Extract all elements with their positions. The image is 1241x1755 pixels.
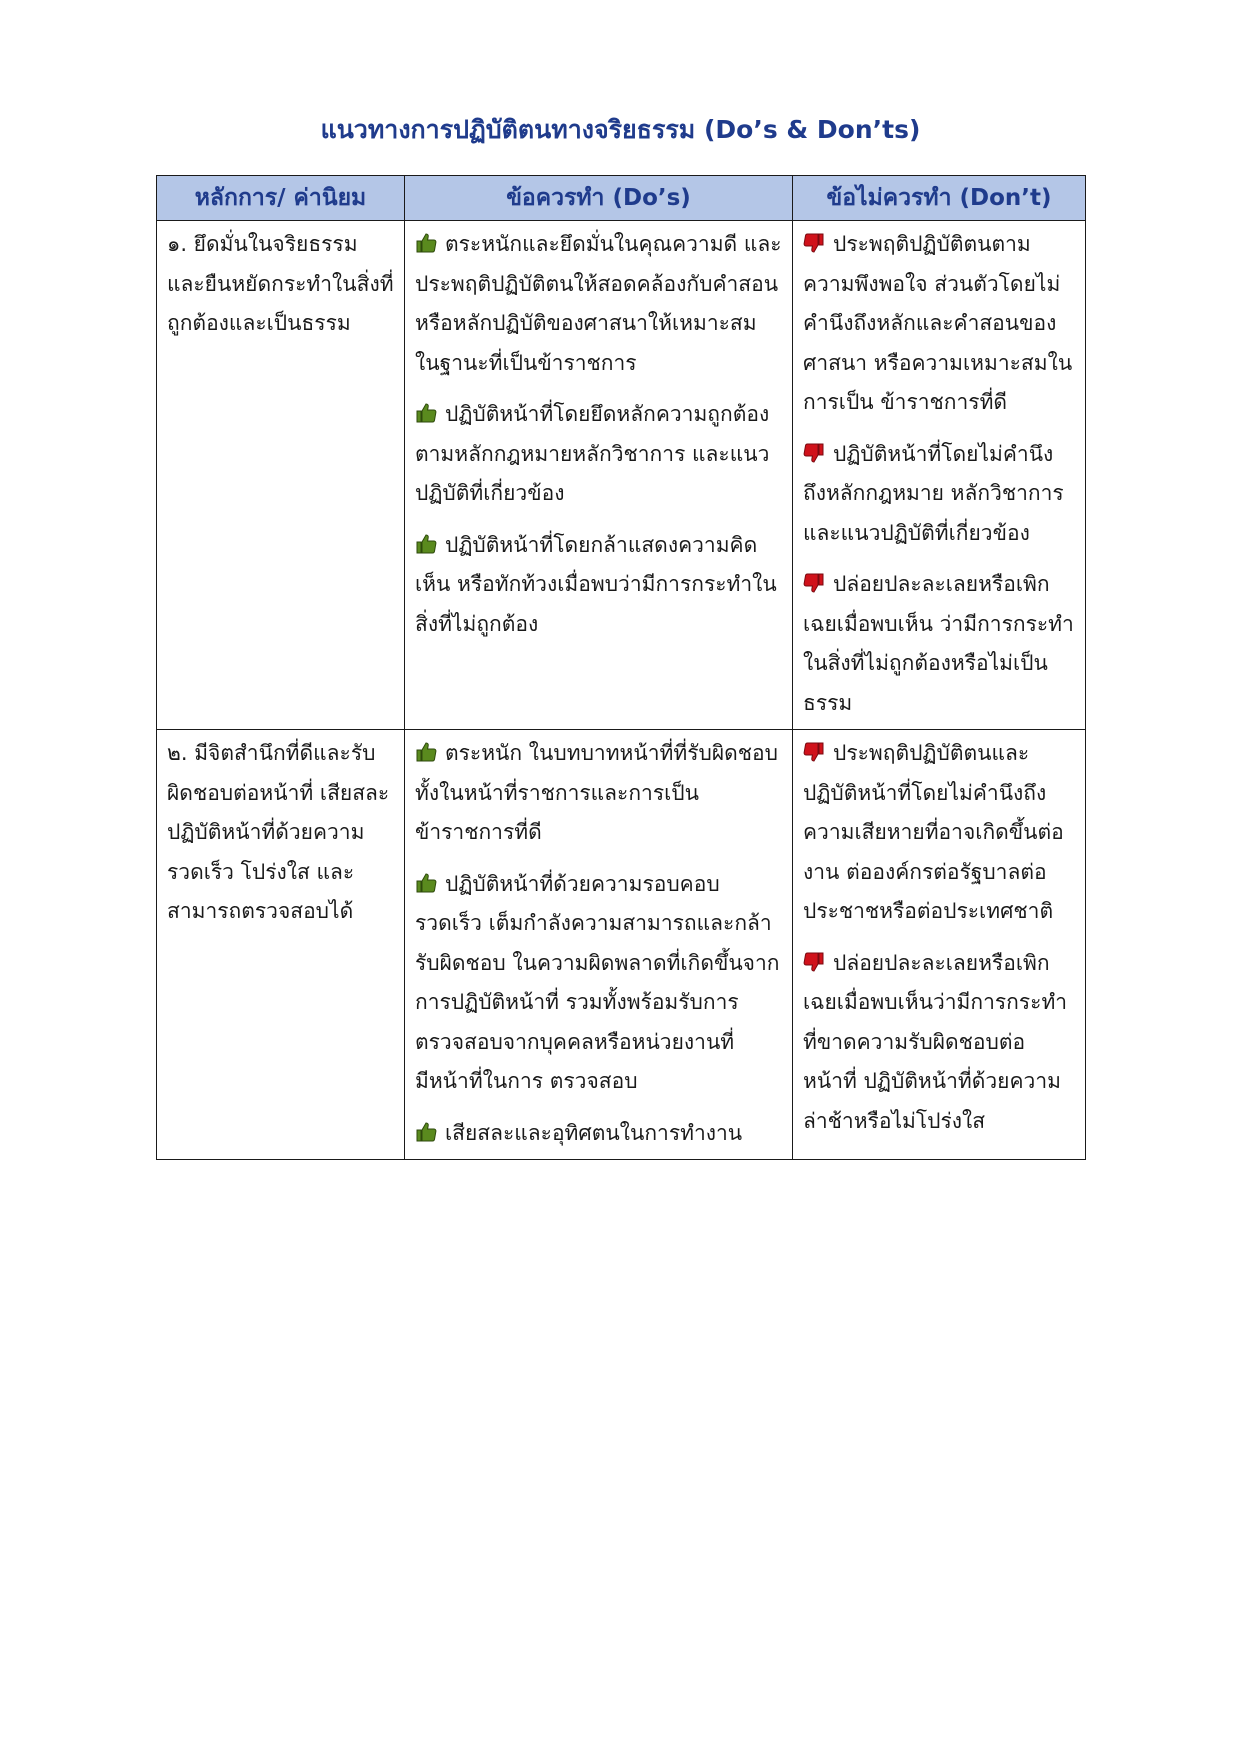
do-text: ปฏิบัติหน้าที่โดยยึดหลักความถูกต้อง ตามหลักกฎหมายหลักวิชาการ และแนวปฏิบัติที่เกี่ยวข้อง bbox=[415, 402, 770, 505]
dont-text: ปล่อยปละละเลยหรือเพิกเฉยเมื่อพบเห็นว่ามีการกระทำที่ขาดความรับผิดชอบต่อหน้าที่ ปฏิบัติหน้าที่ด้วยความล่าช้าหรือไม่โปร่งใส bbox=[803, 950, 1068, 1133]
dont-text: ประพฤติปฏิบัติตนและปฏิบัติหน้าที่โดยไม่คำนึงถึงความเสียหายที่อาจเกิดขึ้นต่องาน ต่อองค์กรต่อรัฐบาลต่อประชาชหรือต่อประเทศชาติ bbox=[803, 741, 1064, 923]
donts-cell bbox=[793, 730, 1086, 1160]
principle-cell bbox=[157, 730, 405, 1160]
table-row bbox=[157, 221, 1086, 730]
do-text: ตระหนักและยึดมั่นในคุณความดี และประพฤติปฏิบัติตนให้สอดคล้องกับคำสอน หรือหลักปฏิบัติของศาสนาให้เหมาะสม ในฐานะที่เป็นข้าราชการ bbox=[415, 232, 782, 375]
thumbs-down-icon bbox=[803, 951, 825, 973]
thumbs-up-icon bbox=[415, 402, 437, 424]
do-item bbox=[415, 734, 782, 853]
header-dos: ข้อควรทำ (Do’s) bbox=[405, 176, 793, 221]
do-item bbox=[415, 526, 782, 645]
thumbs-up-icon bbox=[415, 1121, 437, 1143]
dont-item bbox=[803, 944, 1075, 1142]
thumbs-up-icon bbox=[415, 741, 437, 763]
thumbs-down-icon bbox=[803, 572, 825, 594]
thumbs-up-icon bbox=[415, 872, 437, 894]
header-principle: หลักการ/ ค่านิยม bbox=[157, 176, 405, 221]
dont-item bbox=[803, 435, 1075, 554]
dont-item bbox=[803, 225, 1075, 423]
do-item bbox=[415, 225, 782, 383]
do-item bbox=[415, 865, 782, 1102]
table-row bbox=[157, 730, 1086, 1160]
table-header-row bbox=[157, 176, 1086, 221]
principle-text: ๑. ยึดมั่นในจริยธรรม และยืนหยัดกระทำในสิ่งที่ถูกต้องและเป็นธรรม bbox=[167, 232, 394, 335]
do-text: ปฏิบัติหน้าที่ด้วยความรอบคอบ รวดเร็ว เต็มกำลังความสามารถและกล้ารับผิดชอบ ในความผิดพลาดที่เกิดขึ้นจากการปฏิบัติหน้าที่ รวมทั้งพร้อมรับการตรวจสอบจากบุคคลหรือหน่วยงานที่มีหน้าที่ในการ ตรวจสอบ bbox=[415, 871, 780, 1093]
page-title: แนวทางการปฏิบัติตนทางจริยธรรม (Do’s & Don’ts) bbox=[320, 115, 921, 144]
do-text: เสียสละและอุทิศตนในการทำงาน bbox=[445, 1120, 743, 1145]
dont-item bbox=[803, 734, 1075, 932]
dos-cell bbox=[405, 221, 793, 730]
dos-cell bbox=[405, 730, 793, 1160]
do-text: ปฏิบัติหน้าที่โดยกล้าแสดงความคิดเห็น หรือทักท้วงเมื่อพบว่ามีการกระทำในสิ่งที่ไม่ถูกต้อง bbox=[415, 532, 777, 636]
dont-text: ปล่อยปละละเลยหรือเพิกเฉยเมื่อพบเห็น ว่ามีการกระทำในสิ่งที่ไม่ถูกต้องหรือไม่เป็นธรรม bbox=[803, 572, 1074, 715]
do-item bbox=[415, 1114, 782, 1154]
donts-cell bbox=[793, 221, 1086, 730]
header-donts: ข้อไม่ควรทำ (Don’t) bbox=[793, 176, 1086, 221]
principle-cell bbox=[157, 221, 405, 730]
do-item bbox=[415, 395, 782, 514]
dos-donts-table bbox=[156, 175, 1086, 1160]
dont-text: ประพฤติปฏิบัติตนตามความพึงพอใจ ส่วนตัวโดยไม่คำนึงถึงหลักและคำสอนของศาสนา หรือความเหมาะสมในการเป็น ข้าราชการที่ดี bbox=[803, 232, 1073, 414]
thumbs-down-icon bbox=[803, 741, 825, 763]
thumbs-down-icon bbox=[803, 442, 825, 464]
principle-text: ๒. มีจิตสำนึกที่ดีและรับผิดชอบต่อหน้าที่ เสียสละ ปฏิบัติหน้าที่ด้วยความรวดเร็ว โปร่งใส และสามารถตรวจสอบได้ bbox=[167, 741, 390, 923]
dont-item bbox=[803, 565, 1075, 723]
do-text: ตระหนัก ในบทบาทหน้าที่ที่รับผิดชอบ ทั้งในหน้าที่ราชการและการเป็นข้าราชการที่ดี bbox=[415, 741, 778, 844]
dont-text: ปฏิบัติหน้าที่โดยไม่คำนึงถึงหลักกฎหมาย หลักวิชาการ และแนวปฏิบัติที่เกี่ยวข้อง bbox=[803, 441, 1064, 545]
thumbs-up-icon bbox=[415, 533, 437, 555]
thumbs-down-icon bbox=[803, 232, 825, 254]
thumbs-up-icon bbox=[415, 232, 437, 254]
